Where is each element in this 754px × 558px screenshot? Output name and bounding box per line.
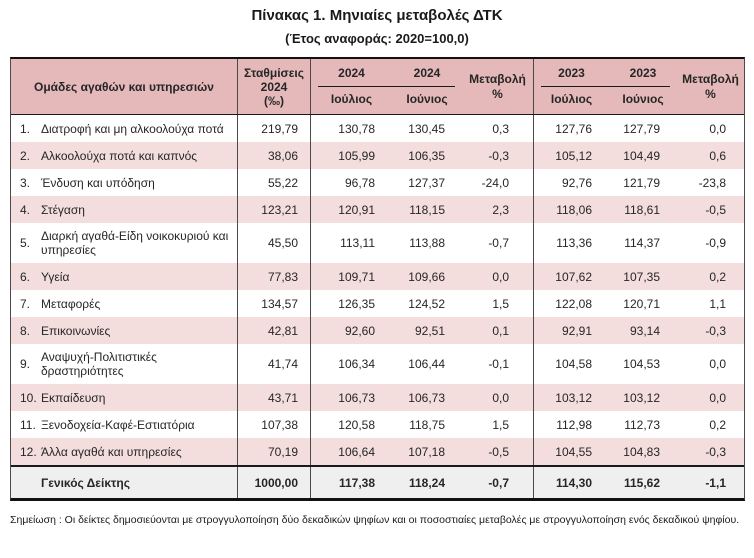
- category-cell: [11, 384, 238, 411]
- value-cell-jul24: 120,91: [338, 202, 375, 217]
- row-number: 9.: [20, 357, 31, 371]
- value-cell-jun23: 104,53: [623, 357, 660, 371]
- category-cell: [11, 169, 238, 196]
- value-cell-jun24: 106,44: [408, 357, 445, 371]
- value-cell-chg23: 0,6: [709, 148, 726, 163]
- value-cell-chg23: 0,0: [709, 121, 726, 136]
- value-cell-jul23: 105,12: [555, 148, 592, 163]
- table-row: [11, 290, 744, 317]
- category-name: Διαρκή αγαθά-Είδη νοικοκυριού και υπηρεσίες: [41, 229, 229, 257]
- category-name: Ξενοδοχεία-Καφέ-Εστιατόρια: [41, 417, 195, 432]
- category-cell: [11, 317, 238, 344]
- value-cell-weight: 41,74: [238, 344, 311, 384]
- value-cell-jul23: 113,36: [556, 236, 592, 250]
- header-2024-months: [311, 92, 462, 106]
- value-cell-chg24: 0,3: [462, 115, 534, 142]
- page-subtitle: (Έτος αναφοράς: 2020=100,0): [285, 31, 469, 46]
- row-number: 1.: [20, 121, 31, 136]
- value-cell-jun23: 120,71: [623, 296, 660, 311]
- page-title: Πίνακας 1. Μηνιαίες μεταβολές ΔΤΚ: [251, 7, 503, 24]
- row-number: 5.: [20, 236, 31, 250]
- value-cell-weight: 42,81: [238, 317, 311, 344]
- value-cell-jun23: 118,61: [624, 202, 660, 217]
- value-cell-chg23: 1,1: [709, 296, 726, 311]
- table-row: [11, 344, 744, 384]
- category-name: Εκπαίδευση: [41, 390, 106, 405]
- table-row: [11, 196, 744, 223]
- value-cell-weight: 77,83: [238, 263, 311, 290]
- value-cell-jul24: 106,34: [338, 357, 375, 371]
- header-2024-july-label: Ιούλιος: [330, 92, 373, 106]
- value-cell-jul23: 127,76: [555, 121, 592, 136]
- category-name: Στέγαση: [41, 202, 85, 217]
- value-cell-chg23: -0,5: [705, 202, 726, 217]
- value-cell-weight: 70,19: [238, 438, 311, 465]
- table-row: [11, 411, 744, 438]
- value-cell-jun23: 104,83: [623, 444, 660, 459]
- table-row: [11, 263, 744, 290]
- value-cell-chg24: 1,5: [462, 290, 534, 317]
- table-row: [11, 169, 744, 196]
- header-2024-july-year: 2024: [338, 66, 365, 80]
- total-jul23: 114,30: [555, 475, 592, 490]
- category-cell: [11, 263, 238, 290]
- category-name: Διατροφή και μη αλκοολούχα ποτά: [41, 121, 224, 136]
- value-cell-chg24: -0,3: [462, 142, 534, 169]
- row-number: 2.: [20, 148, 31, 163]
- header-change-2024-word: Μεταβολή: [469, 71, 526, 86]
- year-2024-underline: [318, 86, 455, 87]
- value-cell-chg23: 0,2: [709, 269, 726, 284]
- value-cell-jul24: 109,71: [338, 269, 375, 284]
- value-cell-jun24: 92,51: [414, 323, 445, 338]
- value-cell-weight: 107,38: [238, 411, 311, 438]
- value-cell-weight: 55,22: [238, 169, 311, 196]
- header-2023-july-label: Ιούλιος: [550, 92, 593, 106]
- value-cell-jul23: 103,12: [555, 390, 592, 405]
- header-change-2024-percent: %: [492, 86, 503, 101]
- category-cell: [11, 438, 238, 465]
- header-change-2023: [677, 59, 744, 114]
- total-weight: 1000,00: [238, 467, 311, 498]
- value-cell-jul24: 120,58: [338, 417, 375, 432]
- table-row: [11, 223, 744, 263]
- table-header: [11, 59, 744, 115]
- value-cell-jul24: 96,78: [344, 175, 375, 190]
- table-row: [11, 438, 744, 465]
- total-row: [11, 465, 744, 498]
- value-cell-chg23: -0,9: [705, 236, 726, 250]
- value-cell-chg24: -0,5: [462, 438, 534, 465]
- header-2023-years: [534, 66, 677, 80]
- total-jun23: 115,62: [623, 475, 660, 490]
- header-weights-line2: 2024: [260, 79, 288, 94]
- header-2024-group: [311, 59, 462, 114]
- cpi-table: [10, 57, 745, 501]
- value-cell-chg24: -0,7: [462, 223, 534, 263]
- category-cell: [11, 290, 238, 317]
- value-cell-chg23: -0,3: [705, 323, 726, 338]
- value-cell-chg24: 1,5: [462, 411, 534, 438]
- total-change-2023: -1,1: [705, 475, 726, 490]
- value-cell-jun24: 106,35: [408, 148, 445, 163]
- value-cell-weight: 45,50: [238, 223, 311, 263]
- header-groups-label: Ομάδες αγαθών και υπηρεσιών: [11, 59, 238, 114]
- row-number: 4.: [20, 202, 31, 217]
- value-cell-chg23: -23,8: [698, 175, 726, 190]
- header-2023-june-label: Ιούνιος: [622, 92, 664, 106]
- total-label-cell: [11, 467, 238, 498]
- value-cell-chg24: 0,0: [462, 263, 534, 290]
- header-2024-june-year: 2024: [413, 66, 441, 80]
- value-cell-chg24: -0,1: [462, 344, 534, 384]
- value-cell-chg23: 0,2: [709, 417, 726, 432]
- row-number: 7.: [20, 296, 31, 311]
- value-cell-jul23: 107,62: [555, 269, 592, 284]
- total-change-2024: -0,7: [462, 467, 534, 498]
- value-cell-weight: 43,71: [238, 384, 311, 411]
- value-cell-weight: 123,21: [238, 196, 311, 223]
- title-block: [0, 0, 754, 46]
- value-cell-jun24: 118,75: [409, 417, 445, 432]
- category-name: Αναψυχή-Πολιτιστικές δραστηριότητες: [41, 350, 157, 378]
- value-cell-jul24: 113,11: [340, 236, 375, 250]
- value-cell-jun23: 104,49: [623, 148, 660, 163]
- value-cell-weight: 134,57: [238, 290, 311, 317]
- value-cell-jul23: 92,76: [561, 175, 592, 190]
- header-2024-years: [311, 66, 462, 80]
- category-cell: [11, 142, 238, 169]
- value-cell-jun23: 112,73: [624, 417, 660, 432]
- table-row: [11, 115, 744, 142]
- category-cell: [11, 223, 238, 263]
- category-name: Αλκοολούχα ποτά και καπνός: [41, 148, 198, 163]
- value-cell-jun23: 103,12: [623, 390, 660, 405]
- total-jul24: 117,38: [338, 475, 375, 490]
- value-cell-jun24: 113,88: [409, 236, 445, 250]
- value-cell-jun24: 109,66: [408, 269, 445, 284]
- header-2023-june-year: 2023: [629, 66, 657, 80]
- value-cell-jul24: 106,64: [338, 444, 375, 459]
- value-cell-weight: 38,06: [238, 142, 311, 169]
- row-number: 11.: [20, 417, 36, 432]
- value-cell-jul23: 104,58: [555, 357, 592, 371]
- category-name: Ένδυση και υπόδηση: [41, 175, 155, 190]
- header-weights-line1: Σταθμίσεις: [243, 65, 305, 80]
- value-cell-jun23: 93,14: [629, 323, 660, 338]
- row-number: 12.: [20, 444, 37, 459]
- value-cell-chg23: 0,0: [709, 357, 726, 371]
- value-cell-jul24: 126,35: [338, 296, 375, 311]
- value-cell-chg24: 0,0: [462, 384, 534, 411]
- value-cell-jul23: 92,91: [561, 323, 592, 338]
- total-label: Γενικός Δείκτης: [41, 475, 130, 490]
- header-2023-july-year: 2023: [558, 66, 585, 80]
- value-cell-jul23: 112,98: [556, 417, 592, 432]
- value-cell-jun24: 124,52: [408, 296, 445, 311]
- value-cell-jul23: 104,55: [555, 444, 592, 459]
- category-name: Άλλα αγαθά και υπηρεσίες: [41, 444, 182, 459]
- table-row: [11, 142, 744, 169]
- value-cell-jul24: 92,60: [344, 323, 375, 338]
- value-cell-chg24: 0,1: [462, 317, 534, 344]
- header-change-2023-percent: %: [705, 86, 716, 101]
- value-cell-jul24: 130,78: [338, 121, 375, 136]
- value-cell-chg23: 0,0: [709, 390, 726, 405]
- value-cell-jul23: 118,06: [556, 202, 592, 217]
- header-weights-label: [238, 59, 311, 114]
- table-row: [11, 317, 744, 344]
- header-weights-line3: (‰): [264, 93, 284, 108]
- footnote: Σημείωση : Οι δείκτες δημοσιεύονται με στρογγυλοποίηση δύο δεκαδικών ψηφίων και οι ποσοστιαίες μεταβολές με στρογγυλοποίηση ενός δεκαδικού ψηφίου.: [10, 514, 740, 526]
- row-number: 6.: [20, 269, 31, 284]
- header-2024-june-label: Ιούνιος: [406, 92, 448, 106]
- category-cell: [11, 196, 238, 223]
- value-cell-jul24: 106,73: [338, 390, 375, 405]
- value-cell-jul24: 105,99: [338, 148, 375, 163]
- row-number: 8.: [20, 323, 31, 338]
- category-cell: [11, 115, 238, 142]
- value-cell-jun23: 114,37: [624, 236, 660, 250]
- value-cell-jun24: 118,15: [409, 202, 445, 217]
- row-number: 3.: [20, 175, 31, 190]
- value-cell-jun23: 121,79: [623, 175, 660, 190]
- value-cell-chg24: 2,3: [462, 196, 534, 223]
- table-body: [11, 115, 744, 465]
- header-2023-group: [534, 59, 677, 114]
- value-cell-jul23: 122,08: [555, 296, 592, 311]
- header-change-2023-word: Μεταβολή: [682, 71, 739, 86]
- value-cell-chg23: -0,3: [705, 444, 726, 459]
- value-cell-jun24: 106,73: [408, 390, 445, 405]
- value-cell-jun24: 107,18: [408, 444, 445, 459]
- category-name: Επικοινωνίες: [41, 323, 111, 338]
- value-cell-jun23: 127,79: [623, 121, 660, 136]
- category-cell: [11, 411, 238, 438]
- value-cell-chg24: -24,0: [462, 169, 534, 196]
- total-jun24: 118,24: [408, 475, 445, 490]
- value-cell-weight: 219,79: [238, 115, 311, 142]
- category-cell: [11, 344, 238, 384]
- header-change-2024: [462, 59, 534, 114]
- category-name: Υγεία: [41, 269, 70, 284]
- value-cell-jun24: 130,45: [408, 121, 445, 136]
- year-2023-underline: [541, 86, 670, 87]
- value-cell-jun23: 107,35: [623, 269, 660, 284]
- row-number: 10.: [20, 390, 37, 405]
- category-name: Μεταφορές: [41, 296, 101, 311]
- table-row: [11, 384, 744, 411]
- value-cell-jun24: 127,37: [408, 175, 445, 190]
- header-2023-months: [534, 92, 677, 106]
